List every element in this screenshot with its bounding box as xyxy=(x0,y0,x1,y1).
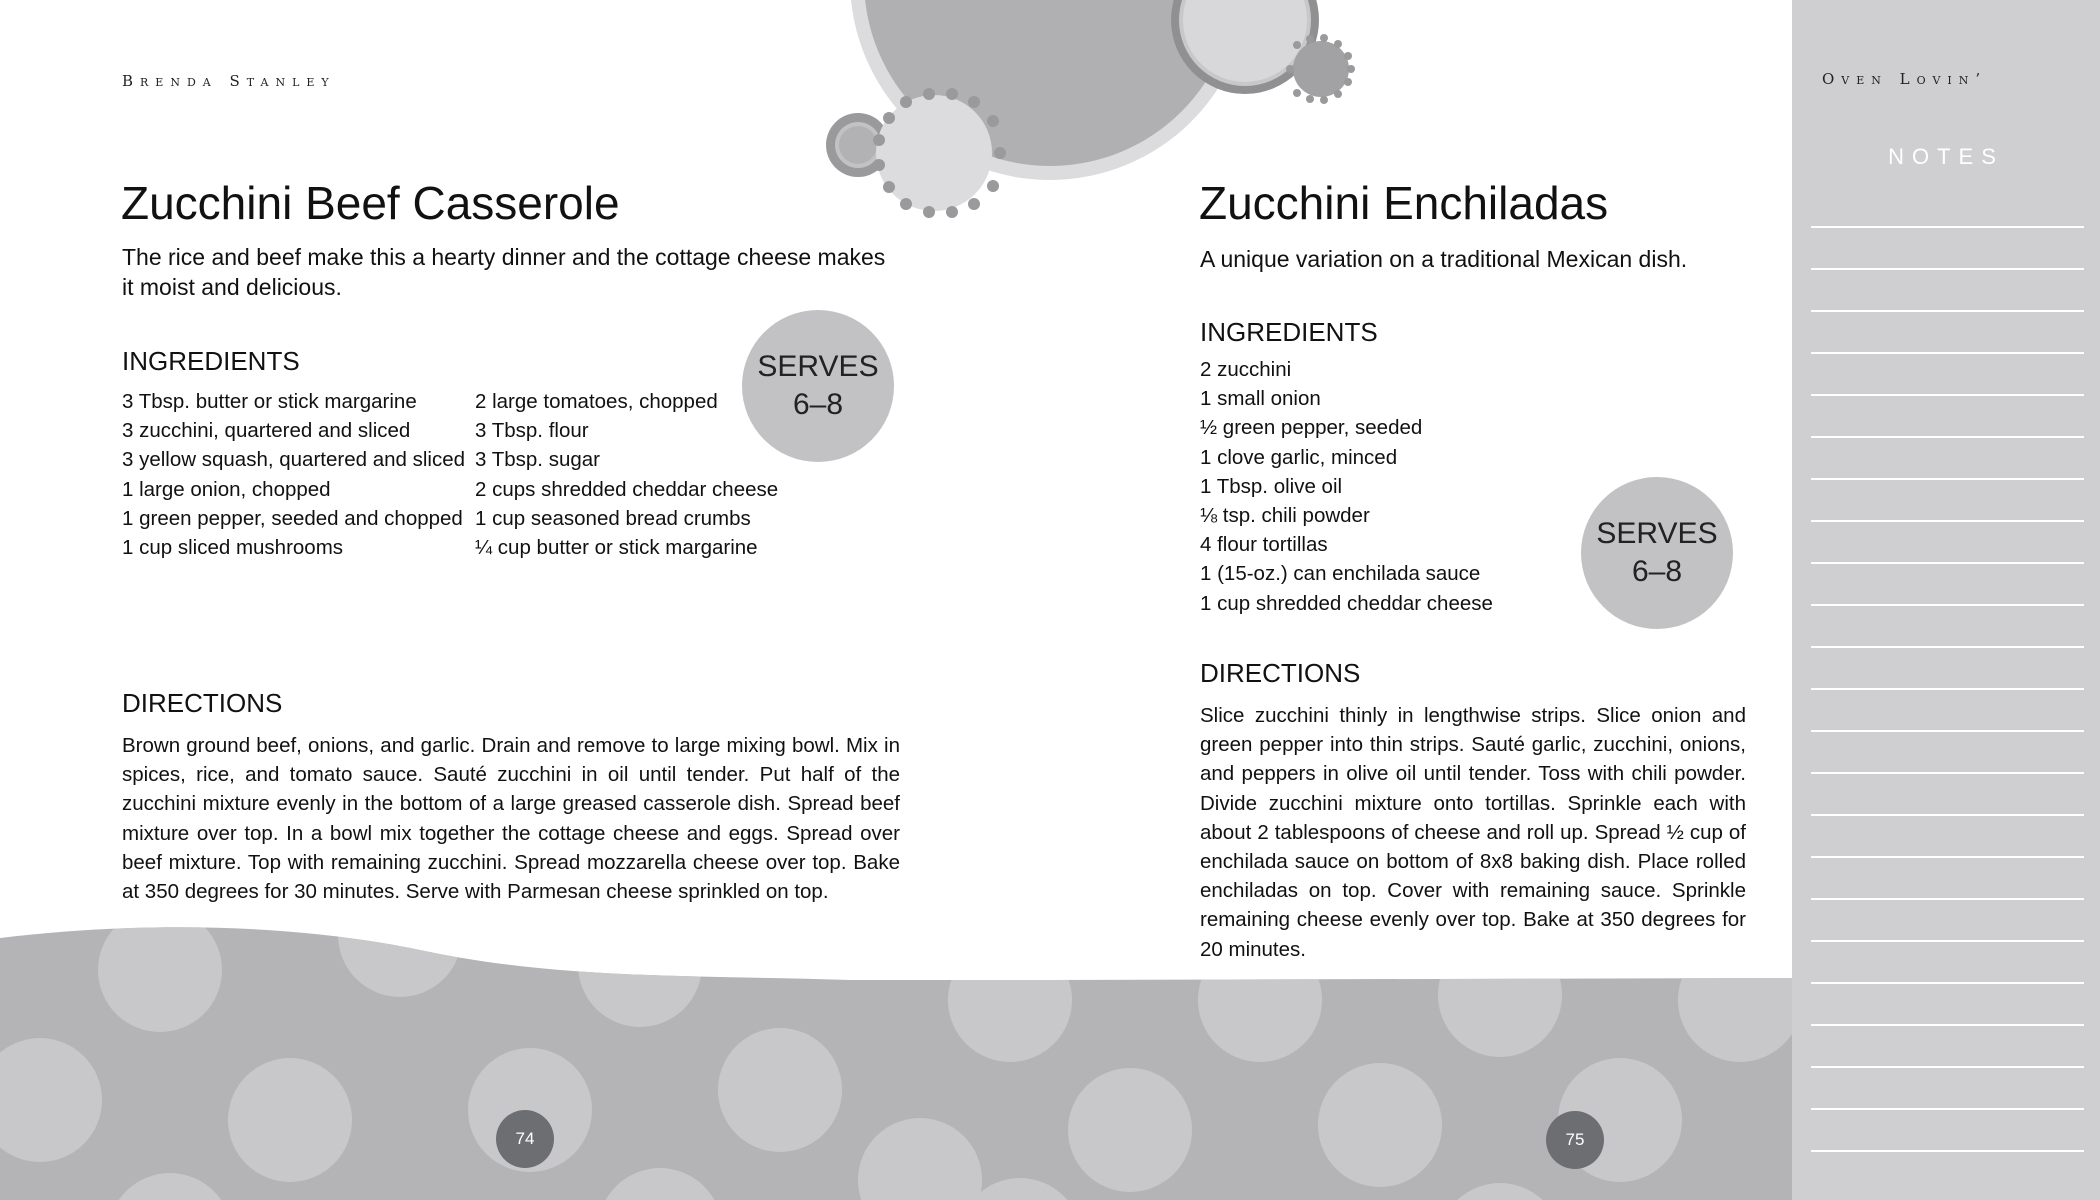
ingredient-item: ⅛ tsp. chili powder xyxy=(1200,504,1370,528)
note-line xyxy=(1811,604,2084,606)
ingredient-item: 3 zucchini, quartered and sliced xyxy=(122,419,411,443)
left-ingredients-heading: INGREDIENTS xyxy=(122,346,300,376)
serves-label: SERVES xyxy=(1596,517,1718,550)
note-line xyxy=(1811,478,2084,480)
note-line xyxy=(1811,394,2084,396)
page-number-right: 75 xyxy=(1546,1111,1604,1169)
right-directions-text: Slice zucchini thinly in lengthwise strips. Slice onion and green pepper into thin strips. Sauté garlic, zucchini, onions, and peppers in olive oil until tender. Toss with chili powder. Divide zucchini mixture onto tortillas. Sprinkle each with about 2 tablespoons of cheese and roll up. Spread ½ cup of enchilada sauce on bottom of 8x8 baking dish. Place rolled enchiladas on top. Cover with remaining sauce. Sprinkle remaining cheese evenly over top. Bake at 350 degrees for 20 minutes. xyxy=(1200,704,1746,961)
right-recipe-description: A unique variation on a traditional Mexican dish. xyxy=(1200,246,1688,272)
left-ingredients-col1 xyxy=(122,387,465,562)
note-line xyxy=(1811,352,2084,354)
note-line xyxy=(1811,772,2084,774)
ingredient-item: 1 large onion, chopped xyxy=(122,477,331,501)
right-ingredients-list xyxy=(1200,355,1493,618)
ingredient-item: ½ green pepper, seeded xyxy=(1200,416,1423,440)
serves-value: 6–8 xyxy=(792,388,844,421)
note-line xyxy=(1811,856,2084,858)
note-line xyxy=(1811,1024,2084,1026)
page-number-left: 74 xyxy=(496,1110,554,1168)
left-directions-text: Brown ground beef, onions, and garlic. Drain and remove to large mixing bowl. Mix in spices, rice, and tomato sauce. Sauté zucchini in oil until tender. Put half of the zucchini mixture evenly in the bottom of a large greased casserole dish. Spread beef mixture over top. In a bowl mix together the cottage cheese and eggs. Spread over beef mixture. Top with remaining zucchini. Spread mozzarella cheese over top. Bake at 350 degrees for 30 minutes. Serve with Parmesan cheese sprinkled on top. xyxy=(122,734,900,904)
note-line xyxy=(1811,1108,2084,1110)
note-line xyxy=(1811,940,2084,942)
left-serves-badge xyxy=(742,310,894,462)
notes-title: NOTES xyxy=(1888,144,2004,169)
note-line xyxy=(1811,520,2084,522)
ingredient-item: ¼ cup butter or stick margarine xyxy=(475,536,758,560)
ingredient-item: 2 large tomatoes, chopped xyxy=(475,390,718,413)
note-line xyxy=(1811,436,2084,438)
left-ingredients-col2 xyxy=(475,387,778,562)
right-ingredients-heading: INGREDIENTS xyxy=(1200,317,1378,347)
ingredient-item: 1 Tbsp. olive oil xyxy=(1200,474,1343,498)
note-line xyxy=(1811,730,2084,732)
note-line xyxy=(1811,226,2084,228)
ingredient-item: 1 cup sliced mushrooms xyxy=(122,536,344,560)
ingredient-item: 3 Tbsp. flour xyxy=(475,419,589,443)
notes-panel xyxy=(1792,0,2100,1200)
note-line xyxy=(1811,1150,2084,1152)
note-line xyxy=(1811,688,2084,690)
ingredient-item: 1 (15-oz.) can enchilada sauce xyxy=(1200,562,1481,586)
serves-label: SERVES xyxy=(757,350,879,383)
ingredient-item: 3 Tbsp. sugar xyxy=(475,448,600,472)
note-line xyxy=(1811,814,2084,816)
ingredient-item: 2 cups shredded cheddar cheese xyxy=(475,477,779,501)
right-directions-heading: DIRECTIONS xyxy=(1200,658,1361,688)
ingredient-item: 2 zucchini xyxy=(1200,358,1292,381)
left-directions-heading: DIRECTIONS xyxy=(122,688,283,718)
serves-value: 6–8 xyxy=(1631,555,1683,588)
right-serves-badge xyxy=(1581,477,1733,629)
ingredient-item: 3 Tbsp. butter or stick margarine xyxy=(122,390,417,413)
note-line xyxy=(1811,898,2084,900)
left-recipe-title: Zucchini Beef Casserole xyxy=(121,177,620,229)
ingredient-item: 1 cup shredded cheddar cheese xyxy=(1200,591,1493,615)
running-head-book-title: Oven Lovin’ xyxy=(1822,70,1988,88)
ingredient-item: 4 flour tortillas xyxy=(1200,533,1328,557)
note-line xyxy=(1811,646,2084,648)
ingredient-item: 1 clove garlic, minced xyxy=(1200,445,1398,469)
ingredient-item: 1 small onion xyxy=(1200,387,1321,411)
note-line xyxy=(1811,562,2084,564)
ingredient-item: 1 cup seasoned bread crumbs xyxy=(475,506,751,530)
note-line xyxy=(1811,982,2084,984)
left-recipe-description: The rice and beef make this a hearty dinner and the cottage cheese makes it moist and delicious. xyxy=(122,244,886,300)
ingredient-item: 1 green pepper, seeded and chopped xyxy=(122,506,463,530)
right-recipe-title: Zucchini Enchiladas xyxy=(1199,177,1609,229)
running-head-author: Brenda Stanley xyxy=(122,72,336,90)
note-line xyxy=(1811,268,2084,270)
note-line xyxy=(1811,310,2084,312)
ingredient-item: 3 yellow squash, quartered and sliced xyxy=(122,448,466,472)
note-line xyxy=(1811,1066,2084,1068)
